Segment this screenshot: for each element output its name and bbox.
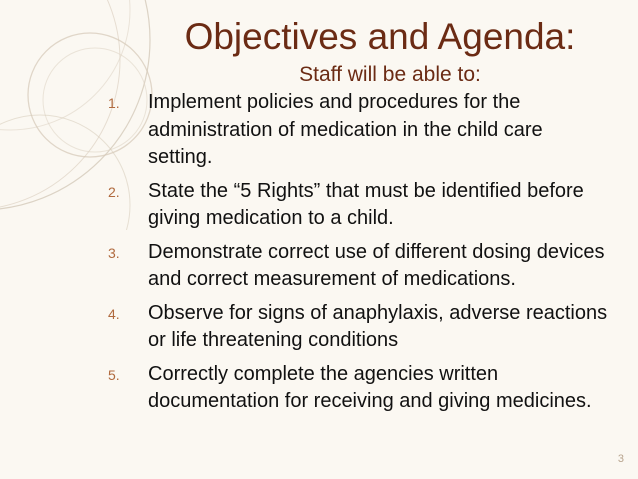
list-item-text: State the “5 Rights” that must be identified before giving medication to a child. <box>148 179 584 229</box>
list-item-text: Correctly complete the agencies written documentation for receiving and giving medicines. <box>148 362 592 412</box>
list-item-text: Demonstrate correct use of different dosing devices and correct measurement of medications. <box>148 240 605 290</box>
list-item-text: Implement policies and procedures for the administration of medication in the child care setting. <box>148 91 543 168</box>
list-item-number: 5. <box>108 366 120 383</box>
list-item <box>108 300 608 355</box>
list-item-text: Observe for signs of anaphylaxis, adverse reactions or life threatening conditions <box>148 301 608 351</box>
slide-subtitle: Staff will be able to: <box>299 63 481 86</box>
list-item <box>108 178 608 233</box>
list-item <box>108 239 608 294</box>
list-item-number: 3. <box>108 244 120 261</box>
list-item <box>108 361 608 416</box>
page-number: 3 <box>617 453 624 465</box>
list-item-number: 1. <box>108 95 120 111</box>
list-item <box>108 89 608 172</box>
list-item-number: 4. <box>108 305 120 322</box>
slide-title: Objectives and Agenda: <box>184 16 576 57</box>
objectives-list <box>108 89 608 422</box>
list-item-number: 2. <box>108 183 120 200</box>
